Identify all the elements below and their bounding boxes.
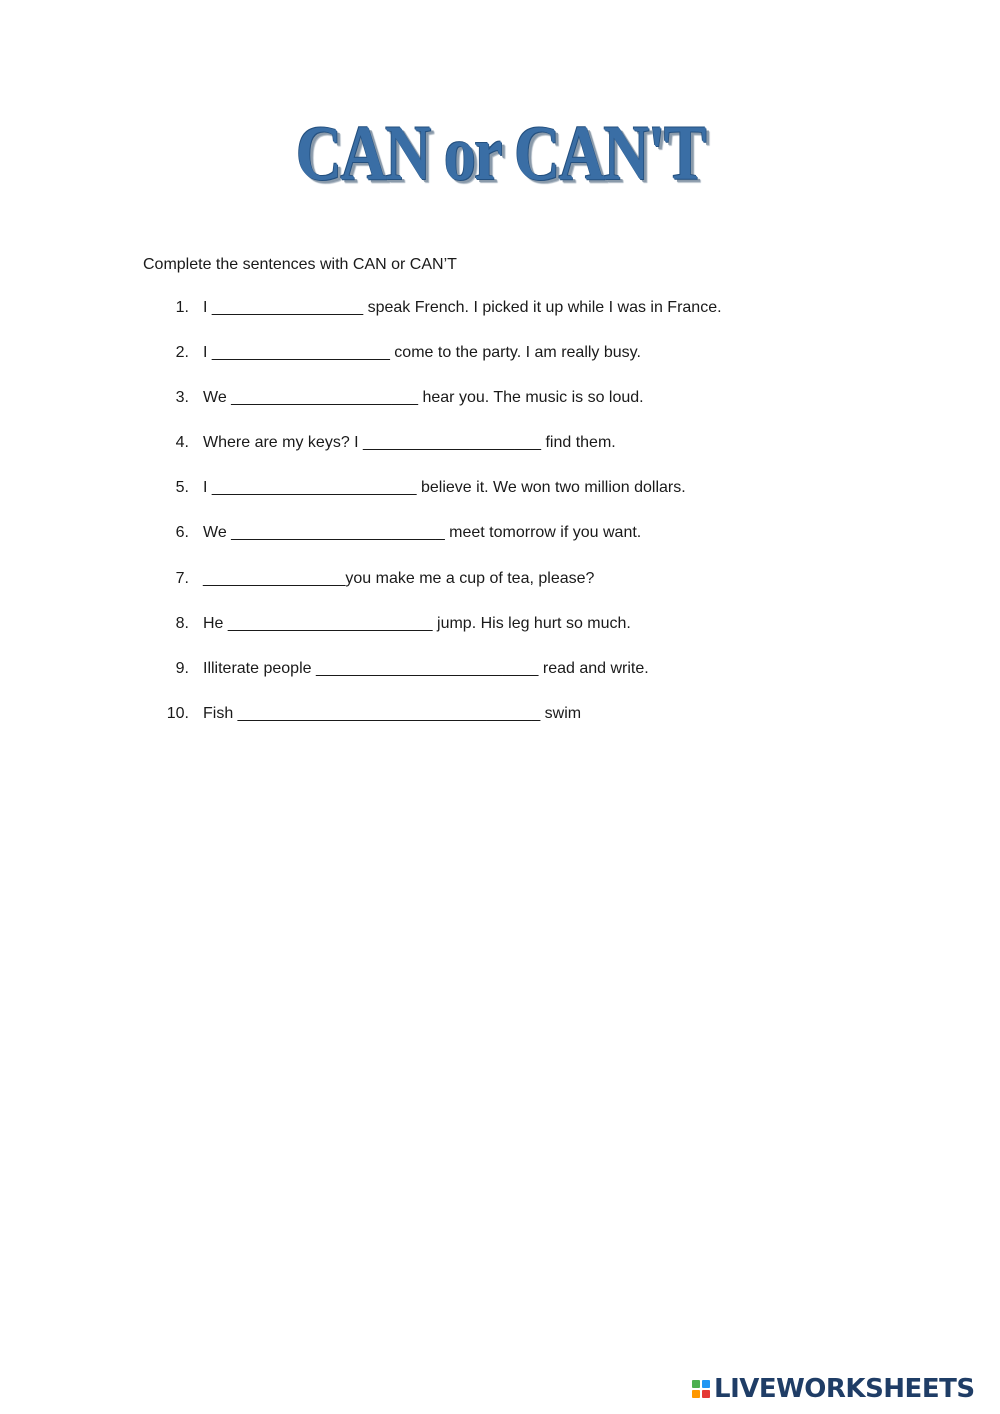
logo-square xyxy=(692,1390,700,1398)
exercise-sentence: Illiterate people _________________________ read and write. xyxy=(203,659,649,677)
exercise-sentence: I _________________ speak French. I picked it up while I was in France. xyxy=(203,299,722,316)
exercise-sentence: ________________you make me a cup of tea, please? xyxy=(203,569,595,587)
exercise-sentence: We ________________________ meet tomorrow if you want. xyxy=(203,524,642,542)
title-container xyxy=(0,108,1000,198)
exercise-number: 7. xyxy=(175,569,189,587)
logo-square xyxy=(692,1380,700,1388)
exercise-sentence: I _______________________ believe it. We won two million dollars. xyxy=(203,479,686,497)
exercise-sentence: He _______________________ jump. His leg hurt so much. xyxy=(203,614,631,632)
exercise-number: 10. xyxy=(166,704,189,722)
exercise-number: 5. xyxy=(175,479,189,497)
exercise-sentence: We _____________________ hear you. The music is so loud. xyxy=(203,389,644,407)
exercise-sentence: I ____________________ come to the party. I am really busy. xyxy=(203,344,641,362)
instructions-text: Complete the sentences with CAN or CAN’T xyxy=(143,256,457,273)
brand-name: LIVEWORKSHEETS xyxy=(714,1374,975,1404)
liveworksheets-logo-icon xyxy=(692,1380,710,1398)
exercise-sentence: Where are my keys? I ____________________ find them. xyxy=(203,434,616,452)
logo-square xyxy=(702,1390,710,1398)
exercise-number: 1. xyxy=(175,299,189,316)
exercise-number: 4. xyxy=(175,434,189,452)
exercise-number: 6. xyxy=(175,524,189,542)
liveworksheets-logo xyxy=(692,1374,975,1404)
exercise-number: 3. xyxy=(175,389,189,407)
exercise-number: 8. xyxy=(175,614,189,632)
exercise-number: 2. xyxy=(175,344,189,362)
exercise-sentence: Fish __________________________________ swim xyxy=(203,704,582,722)
logo-square xyxy=(702,1380,710,1388)
worksheet-title: CAN or CAN'T xyxy=(295,109,705,196)
exercise-number: 9. xyxy=(175,659,189,677)
